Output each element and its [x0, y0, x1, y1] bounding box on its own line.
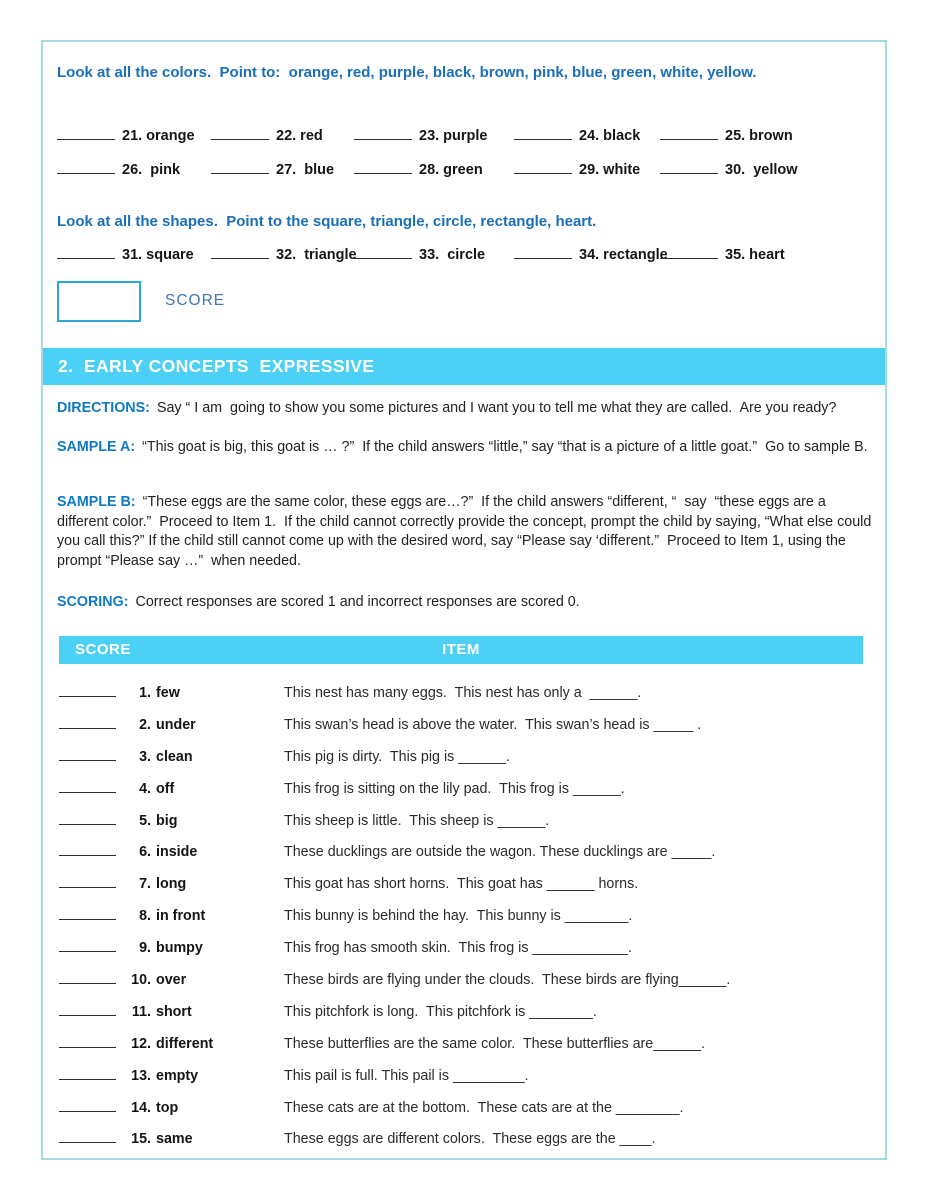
items-table: [43, 678, 885, 1156]
table-row: [43, 678, 885, 710]
score-blank[interactable]: [59, 1079, 116, 1080]
fill-item: [514, 245, 668, 265]
table-row: [43, 1029, 885, 1061]
answer-blank[interactable]: [57, 258, 115, 259]
item-word: different: [156, 1035, 214, 1052]
answer-blank[interactable]: [660, 173, 718, 174]
sample-a-label: SAMPLE A:: [57, 439, 136, 455]
answer-blank[interactable]: [660, 258, 718, 259]
item-word: in front: [156, 908, 206, 925]
score-input-box[interactable]: [57, 281, 141, 322]
item-sentence: These birds are flying under the clouds. These birds are flying______.: [284, 972, 731, 989]
table-row: [43, 997, 885, 1029]
fill-item-label: 26. pink: [122, 162, 181, 178]
answer-blank[interactable]: [660, 139, 718, 140]
table-row: [43, 901, 885, 933]
score-blank[interactable]: [59, 887, 116, 888]
item-sentence: This pitchfork is long. This pitchfork is ________.: [284, 1003, 597, 1020]
table-row: [43, 933, 885, 965]
score-blank[interactable]: [59, 983, 116, 984]
score-blank[interactable]: [59, 728, 116, 729]
item-number: 3.: [139, 748, 151, 765]
item-number: 2.: [139, 716, 151, 733]
item-sentence: This pail is full. This pail is _________.: [284, 1067, 529, 1084]
item-number: 14.: [131, 1099, 151, 1116]
item-number: 7.: [139, 876, 151, 893]
item-sentence: This goat has short horns. This goat has ______ horns.: [284, 876, 639, 893]
scoring-label: SCORING:: [57, 594, 129, 610]
score-blank[interactable]: [59, 855, 116, 856]
item-sentence: This swan’s head is above the water. This swan’s head is _____ .: [284, 716, 702, 733]
directions-text: Say “ I am going to show you some pictures and I want you to tell me what they are called. Are you ready?: [156, 400, 837, 416]
table-row: [43, 774, 885, 806]
colors-instruction: Look at all the colors. Point to: orange, red, purple, black, brown, pink, blue, green, white, yellow.: [57, 64, 757, 81]
fill-item: [354, 126, 514, 146]
fill-item-label: 29. white: [579, 162, 641, 178]
sample-b-label: SAMPLE B:: [57, 494, 136, 510]
item-sentence: This nest has many eggs. This nest has only a ______.: [284, 685, 642, 701]
fill-item: [514, 126, 660, 146]
item-number: 4.: [139, 780, 151, 797]
item-word: long: [156, 876, 187, 893]
section-title-bar: 2. EARLY CONCEPTS EXPRESSIVE: [43, 348, 885, 385]
table-row: [43, 742, 885, 774]
fill-item-label: 22. red: [276, 128, 323, 144]
fill-item: [660, 126, 793, 146]
sample-a-paragraph: [57, 438, 881, 458]
fill-item-label: 27. blue: [276, 162, 335, 178]
fill-item: [57, 126, 211, 146]
fill-item: [211, 160, 354, 180]
colors-row-2: [43, 160, 885, 180]
score-blank[interactable]: [59, 696, 116, 697]
item-word: top: [156, 1099, 179, 1116]
item-word: empty: [156, 1067, 199, 1084]
item-sentence: These eggs are different colors. These eggs are the ____.: [284, 1131, 656, 1148]
item-number: 5.: [139, 812, 151, 829]
answer-blank[interactable]: [514, 258, 572, 259]
table-row: [43, 710, 885, 742]
fill-item: [660, 160, 798, 180]
item-number: 8.: [139, 908, 151, 925]
table-row: [43, 1124, 885, 1156]
answer-blank[interactable]: [354, 173, 412, 174]
shapes-row: [43, 245, 885, 265]
score-blank[interactable]: [59, 1015, 116, 1016]
fill-item: [211, 245, 357, 265]
score-blank[interactable]: [59, 951, 116, 952]
fill-item-label: 33. circle: [419, 247, 486, 263]
table-row: [43, 1061, 885, 1093]
item-sentence: This pig is dirty. This pig is ______.: [284, 748, 510, 765]
item-number: 15.: [131, 1131, 151, 1148]
sample-a-text: “This goat is big, this goat is … ?” If the child answers “little,” say “that is a picture of a little goat.” Go to sample B.: [142, 439, 868, 455]
item-sentence: This sheep is little. This sheep is ______.: [284, 812, 550, 829]
answer-blank[interactable]: [211, 258, 269, 259]
answer-blank[interactable]: [514, 139, 572, 140]
table-row: [43, 837, 885, 869]
item-word: over: [156, 972, 187, 989]
score-blank[interactable]: [59, 919, 116, 920]
score-blank[interactable]: [59, 1111, 116, 1112]
directions-paragraph: [57, 399, 836, 419]
fill-item: [354, 245, 514, 265]
item-number: 11.: [131, 1003, 151, 1020]
table-row: [43, 1093, 885, 1125]
fill-item-label: 31. square: [122, 247, 194, 263]
item-word: big: [156, 812, 178, 829]
fill-item: [660, 245, 785, 265]
sample-b-text: “These eggs are the same color, these eggs are…?” If the child answers “different, “ say “these eggs are a different color.” Proceed to Item 1. If the child cannot correctly provide the concept, prompt the child by saying, “What else could you call this?” If the child still cannot come up with the desired word, say “Please say ‘different.” Proceed to Item 1, using the prompt “Please say …” when needed.: [57, 494, 876, 569]
item-word: off: [156, 780, 175, 797]
answer-blank[interactable]: [211, 173, 269, 174]
item-sentence: These cats are at the bottom. These cats are at the ________.: [284, 1099, 684, 1116]
item-sentence: These butterflies are the same color. These butterflies are______.: [284, 1035, 705, 1052]
item-word: under: [156, 716, 196, 733]
item-word: few: [156, 685, 180, 701]
table-header-score: SCORE: [75, 641, 131, 658]
fill-item-label: 32. triangle: [276, 247, 357, 263]
answer-blank[interactable]: [514, 173, 572, 174]
item-word: inside: [156, 844, 198, 861]
table-header-item: ITEM: [442, 641, 480, 658]
score-blank[interactable]: [59, 824, 116, 825]
fill-item: [57, 160, 211, 180]
fill-item-label: 28. green: [419, 162, 483, 178]
fill-item: [514, 160, 660, 180]
score-box-label: SCORE: [165, 292, 226, 309]
answer-blank[interactable]: [57, 173, 115, 174]
shapes-instruction: Look at all the shapes. Point to the square, triangle, circle, rectangle, heart.: [57, 213, 597, 230]
item-sentence: This bunny is behind the hay. This bunny is ________.: [284, 908, 633, 925]
item-sentence: This frog has smooth skin. This frog is ____________.: [284, 940, 632, 957]
answer-blank[interactable]: [354, 139, 412, 140]
colors-row-1: [43, 126, 885, 146]
answer-blank[interactable]: [57, 139, 115, 140]
item-word: short: [156, 1003, 192, 1020]
item-word: clean: [156, 748, 193, 765]
item-word: bumpy: [156, 940, 203, 957]
item-number: 9.: [139, 940, 151, 957]
item-sentence: This frog is sitting on the lily pad. This frog is ______.: [284, 780, 625, 797]
directions-label: DIRECTIONS:: [57, 400, 150, 416]
fill-item-label: 24. black: [579, 128, 641, 144]
fill-item: [57, 245, 211, 265]
scoring-paragraph: [57, 593, 580, 613]
fill-item: [211, 126, 354, 146]
scoring-text: Correct responses are scored 1 and incorrect responses are scored 0.: [135, 594, 580, 610]
answer-blank[interactable]: [354, 258, 412, 259]
item-number: 6.: [139, 844, 151, 861]
worksheet-page-box: [41, 40, 887, 1160]
table-header-bar: [59, 636, 863, 664]
table-row: [43, 806, 885, 838]
item-number: 10.: [131, 972, 151, 989]
fill-item-label: 23. purple: [419, 128, 488, 144]
score-blank[interactable]: [59, 1142, 116, 1143]
fill-item-label: 30. yellow: [725, 162, 798, 178]
fill-item-label: 34. rectangle: [579, 247, 668, 263]
sample-b-paragraph: [57, 493, 881, 571]
fill-item-label: 25. brown: [725, 128, 793, 144]
score-blank[interactable]: [59, 760, 116, 761]
item-number: 1.: [139, 685, 151, 701]
item-number: 13.: [131, 1067, 151, 1084]
score-blank[interactable]: [59, 792, 116, 793]
item-word: same: [156, 1131, 193, 1148]
table-row: [43, 869, 885, 901]
item-sentence: These ducklings are outside the wagon. These ducklings are _____.: [284, 844, 716, 861]
item-number: 12.: [131, 1035, 151, 1052]
answer-blank[interactable]: [211, 139, 269, 140]
fill-item-label: 35. heart: [725, 247, 785, 263]
fill-item: [354, 160, 514, 180]
fill-item-label: 21. orange: [122, 128, 195, 144]
score-blank[interactable]: [59, 1047, 116, 1048]
score-area: [57, 280, 225, 322]
table-row: [43, 965, 885, 997]
